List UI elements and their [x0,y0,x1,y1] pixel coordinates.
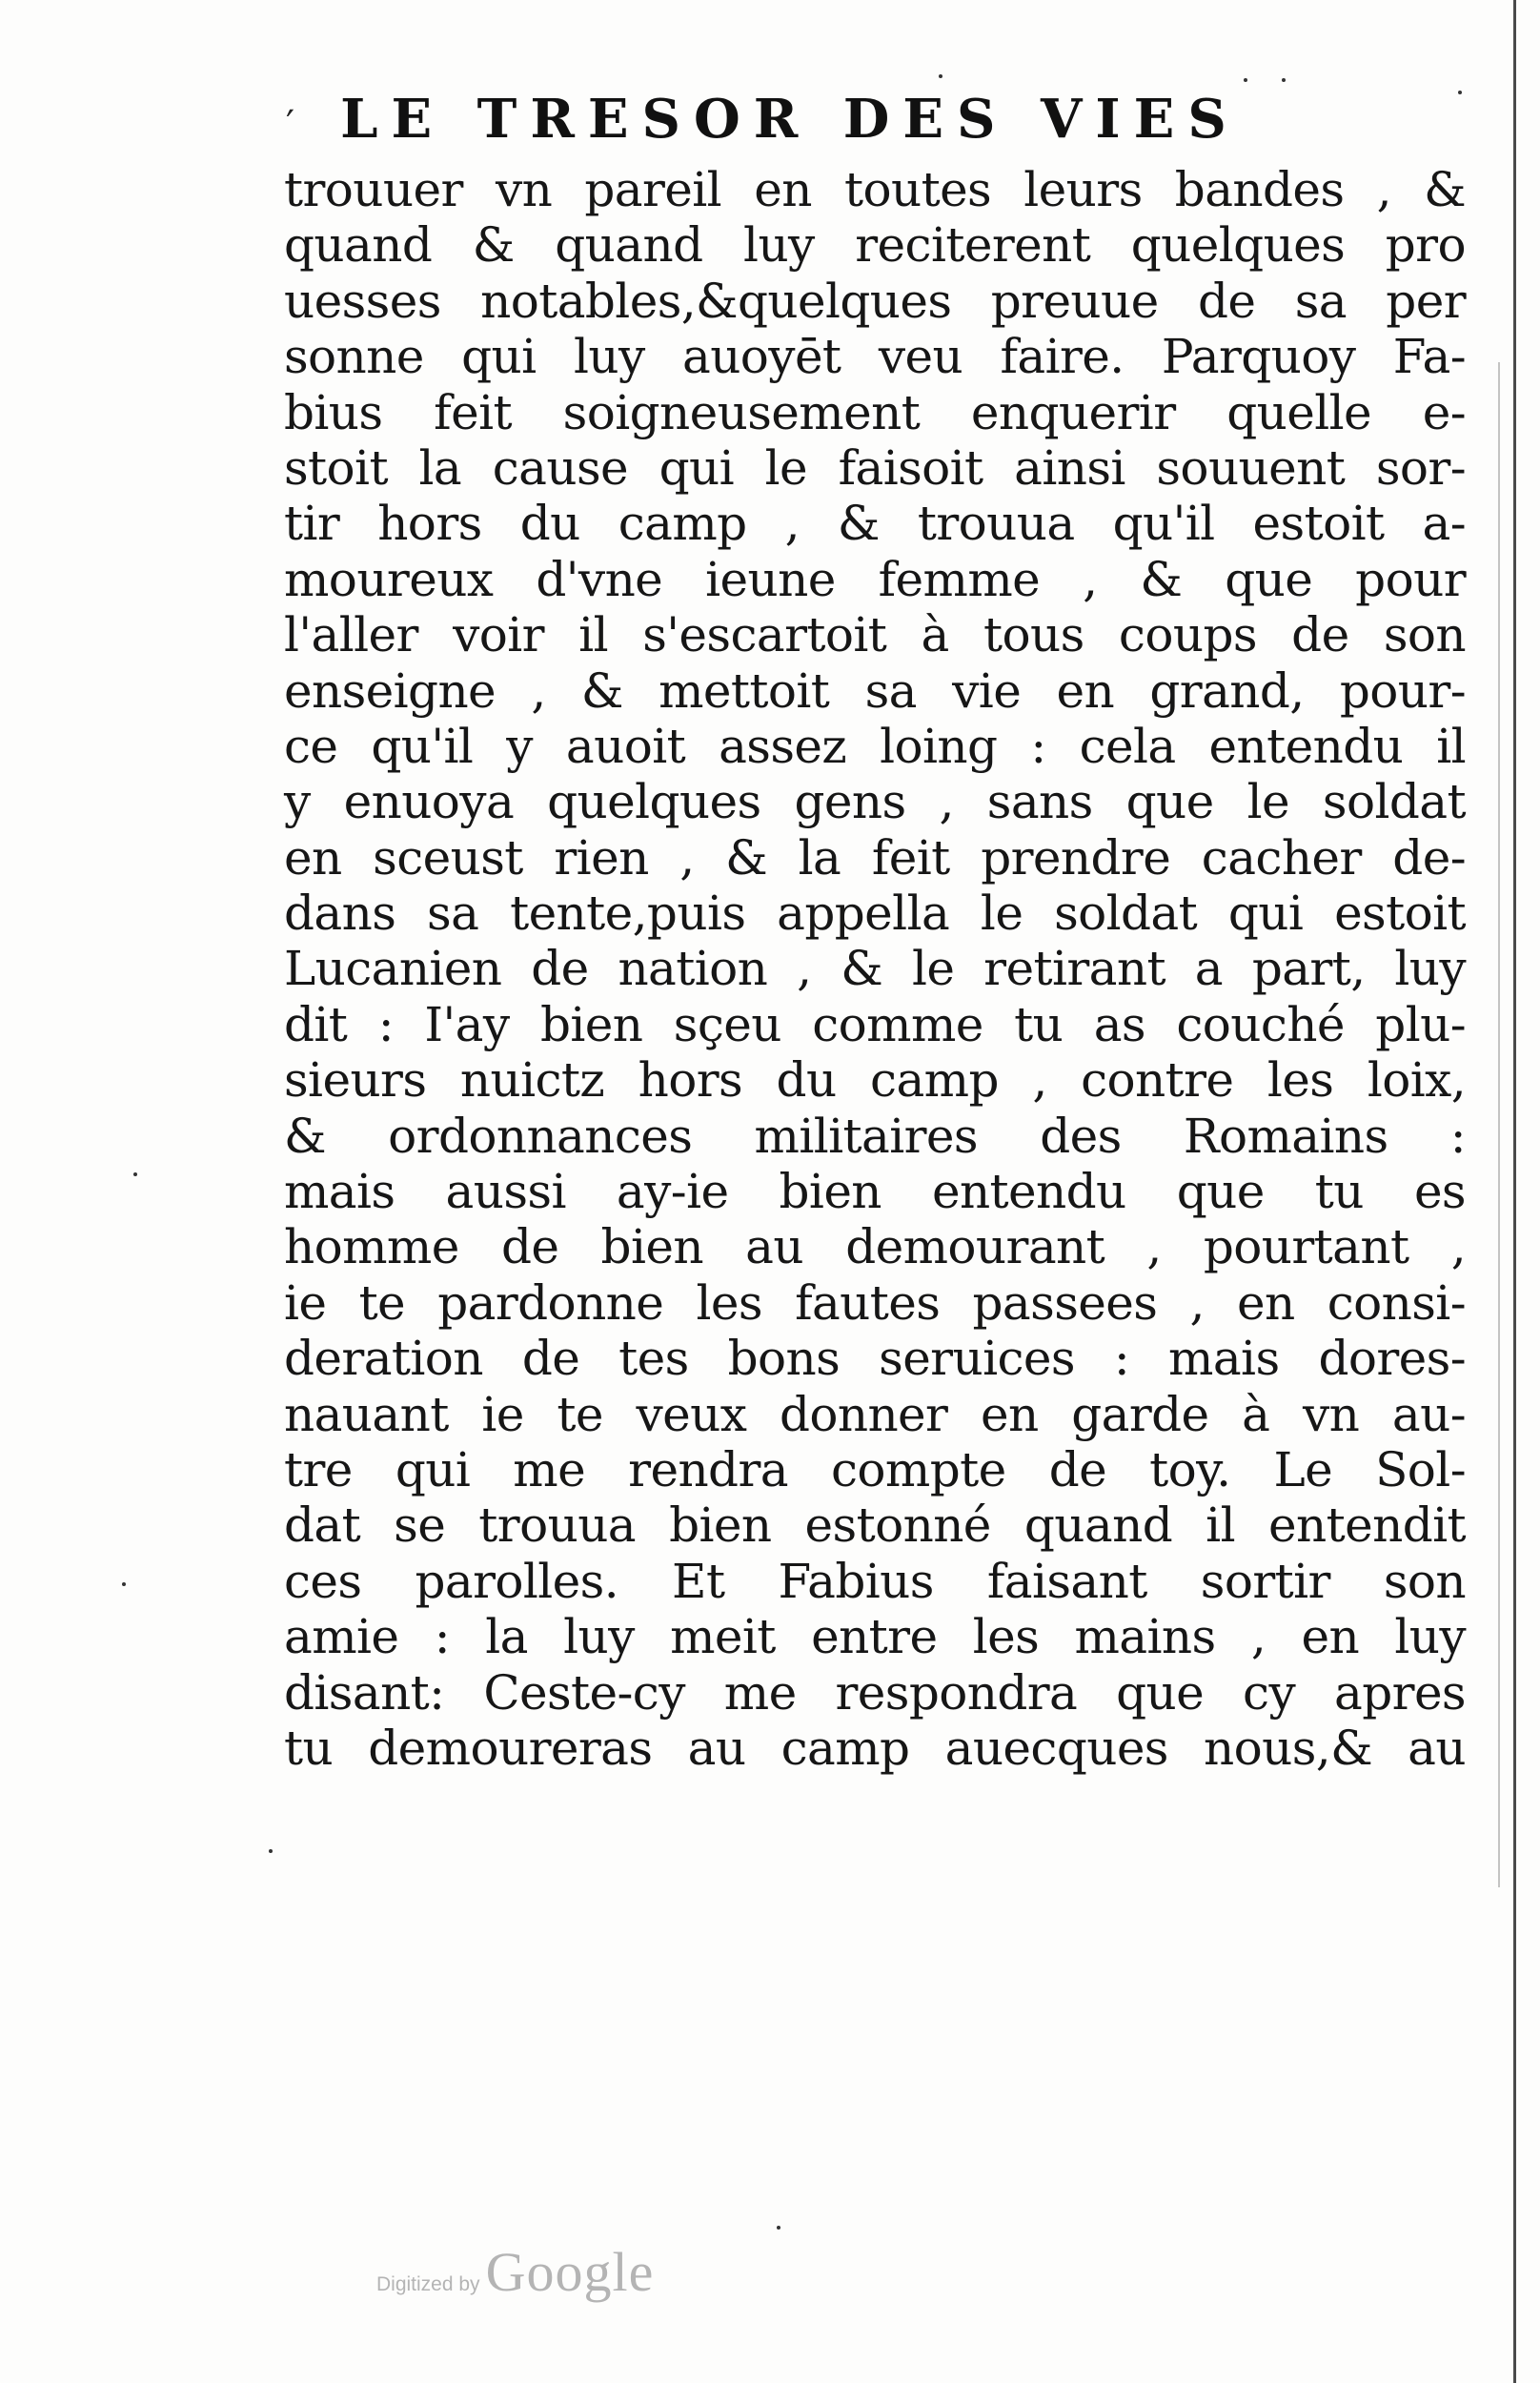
text-line: dit : I'ay bien sçeu comme tu as couché plu- [284,996,1466,1052]
text-line: en sceust rien , & la feit prendre cacher de- [284,829,1466,886]
text-line: amie : la luy meit entre les mains , en luy [284,1609,1466,1665]
watermark-prefix: Digitized by [376,2273,480,2295]
text-line: sonne qui luy auoyēt veu faire. Parquoy Fa- [284,329,1466,385]
speck [269,1849,273,1853]
text-line: Lucanien de nation , & le retirant a part, luy [284,941,1466,997]
text-line: trouuer vn pareil en toutes leurs bandes , & [284,162,1466,217]
page-edge-shadow [1513,0,1516,2383]
text-line: uesses notables,&quelques preuue de sa per [284,273,1466,329]
text-line: dat se trouua bien estonné quand il entendit [284,1497,1466,1554]
text-line: homme de bien au demourant , pourtant , [284,1219,1466,1275]
speck [1458,91,1462,94]
body-text [284,162,1466,1776]
speck [133,1172,137,1176]
text-line: mais aussi ay-ie bien entendu que tu es [284,1164,1466,1220]
text-line: dans sa tente,puis appella le soldat qui estoit [284,886,1466,942]
text-line: stoit la cause qui le faisoit ainsi souuent sor- [284,439,1466,496]
digitized-watermark [376,2240,654,2304]
running-head-title: LE TRESOR DES VIES [340,88,1240,151]
text-line: disant: Ceste-cy me respondra que cy apres [284,1664,1466,1721]
text-line: tu demoureras au camp auecques nous,& au [284,1720,1466,1776]
speck [1282,78,1286,82]
text-line: ie te pardonne les fautes passees , en consi- [284,1274,1466,1331]
text-line: moureux d'vne ieune femme , & que pour [284,551,1466,607]
text-line: bius feit soigneusement enquerir quelle e- [284,384,1466,440]
text-line: ces parolles. Et Fabius faisant sortir son [284,1553,1466,1609]
text-line: tre qui me rendra compte de toy. Le Sol- [284,1441,1466,1497]
text-line: tir hors du camp , & trouua qu'il estoit a- [284,496,1466,552]
text-line: nauant ie te veux donner en garde à vn au- [284,1386,1466,1442]
text-line: ce qu'il y auoit assez loing : cela entendu il [284,718,1466,774]
speck [777,2226,780,2230]
speck [1244,78,1247,82]
text-line: sieurs nuictz hors du camp , contre les loix, [284,1052,1466,1109]
text-line: enseigne , & mettoit sa vie en grand, pour- [284,662,1466,719]
head-mark: ′ [286,103,295,147]
text-line: quand & quand luy reciterent quelques pro [284,217,1466,274]
text-line: l'aller voir il s'escartoit à tous coups de son [284,607,1466,663]
running-head [286,88,1487,151]
text-line: deration de tes bons seruices : mais dores- [284,1331,1466,1387]
google-logo: Google [485,2241,655,2303]
text-line: y enuoya quelques gens , sans que le soldat [284,774,1466,830]
text-line: & ordonnances militaires des Romains : [284,1108,1466,1164]
page-gutter-line [1498,362,1500,1887]
speck [122,1582,126,1586]
speck [939,74,942,78]
